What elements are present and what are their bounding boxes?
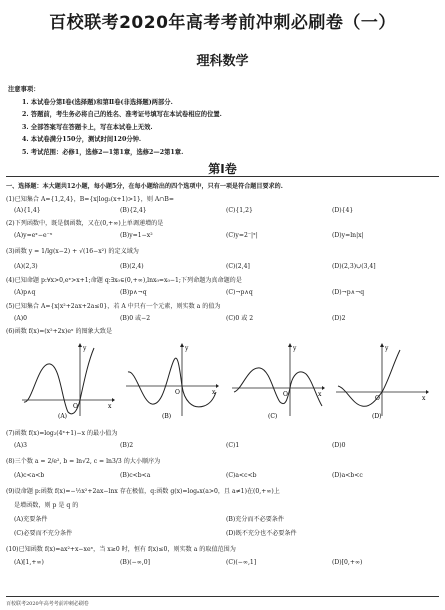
- origin-label: O: [375, 395, 380, 402]
- q1-option-a: (A){1,4}: [14, 207, 41, 214]
- notice-item: 2. 答题前，考生务必将自己的姓名、准考证号填写在本试卷相应的位置.: [22, 111, 222, 119]
- q5-option-d: (D)2: [332, 315, 346, 322]
- y-axis-label: y: [293, 345, 297, 352]
- q4-option-b: (B)p∧¬q: [120, 289, 147, 296]
- origin-label: O: [73, 403, 78, 410]
- q10-option-b: (B)(−∞,0]: [120, 559, 150, 566]
- question-6-stem: (6)函数 f(x)=(x²+2x)eˣ 的图象大致是: [6, 328, 113, 335]
- q4-option-a: (A)p∧q: [14, 289, 36, 296]
- q5-option-c: (C)0 或 2: [226, 315, 254, 322]
- notice-item: 1. 本试卷分第Ⅰ卷(选择题)和第Ⅱ卷(非选择题)两部分.: [22, 98, 173, 106]
- q7-option-c: (C)1: [226, 442, 240, 449]
- question-3-stem: (3)函数 y = 1/lg(x−2) + √(16−x²) 的定义域为: [6, 248, 139, 255]
- x-axis-label: x: [422, 395, 426, 402]
- q2-option-d: (D)y=ln|x|: [332, 232, 364, 239]
- graph-c-label: (C): [268, 413, 278, 420]
- question-7-stem: (7)函数 f(x)=log₂(4ˣ+1)−x 的最小值为: [6, 430, 118, 437]
- y-axis-label: y: [83, 345, 87, 352]
- q9-option-a: (A)充要条件: [14, 516, 48, 523]
- q10-option-d: (D)[0,+∞): [332, 559, 363, 566]
- part-one-title: 第Ⅰ卷: [208, 162, 237, 176]
- q1-option-c: (C){1,2}: [226, 207, 253, 214]
- question-1-stem: (1)已知集合 A={1,2,4}，B={x|log₂(x+1)>1}，则 A∩B=: [6, 196, 174, 203]
- q3-option-b: (B)(2,4): [120, 263, 144, 270]
- footer-divider: [6, 596, 439, 597]
- section-heading: 一、选择题：本大题共12小题，每小题5分，在每小题给出的四个选项中，只有一项是符合题目要求的.: [6, 183, 283, 190]
- divider: [6, 176, 439, 177]
- q10-option-a: (A)[1,+∞): [14, 559, 44, 566]
- q1-option-b: (B){2,4}: [120, 207, 147, 214]
- graph-b-label: (B): [162, 413, 172, 420]
- q7-option-b: (B)2: [120, 442, 134, 449]
- q8-option-a: (A)c<a<b: [14, 472, 45, 479]
- subject-title: 理科数学: [196, 54, 249, 69]
- q9-option-b: (B)充分而不必要条件: [226, 516, 284, 523]
- q8-option-b: (B)c<b<a: [120, 472, 151, 479]
- origin-label: O: [175, 389, 180, 396]
- page-footer: 百校联考2020年高考考前冲刺必刷卷: [6, 601, 89, 607]
- notice-item: 4. 本试卷满分150分，测试时间120分钟.: [22, 136, 142, 144]
- q3-option-a: (A)(2,3): [14, 263, 38, 270]
- question-10-stem: (10)已知函数 f(x)=ax²+x−xeˣ，当 x≥0 时，恒有 f(x)≤0，则实数 a 的取值范围为: [6, 546, 236, 553]
- q9-option-d: (D)既不充分也不必要条件: [226, 530, 297, 537]
- graph-d-label: (D): [372, 413, 382, 420]
- y-axis-label: y: [385, 345, 389, 352]
- question-9-stem: (9)设命题 p:函数 f(x)=−½x²+2ax−lnx 存在极值，q:函数 g(x)=logₐx(a>0，且 a≠1)在(0,+∞)上: [6, 488, 280, 495]
- exam-title: 百校联考2020年高考考前冲刺必刷卷（一）: [49, 13, 396, 33]
- q2-option-b: (B)y=1−x²: [120, 232, 153, 239]
- q8-option-c: (C)a<c<b: [226, 472, 257, 479]
- graph-a-label: (A): [58, 413, 68, 420]
- q10-option-c: (C)(−∞,1]: [226, 559, 257, 566]
- question-9-continuation: 是增函数，则 p 是 q 的: [14, 502, 79, 509]
- graph-a: [18, 342, 116, 420]
- q4-option-d: (D)¬p∧¬q: [332, 289, 365, 296]
- q9-option-c: (C)必要而不充分条件: [14, 530, 73, 537]
- q2-option-c: (C)y=2⁻|ˣ|: [226, 232, 258, 239]
- graph-b: [122, 342, 220, 420]
- x-axis-label: x: [108, 403, 112, 410]
- q3-option-d: (D)(2,3)∪(3,4]: [332, 263, 376, 270]
- q8-option-d: (D)a<b<c: [332, 472, 363, 479]
- x-axis-label: x: [212, 389, 216, 396]
- question-5-stem: (5)已知集合 A={x|x²+2ax+2a≤0}，若 A 中只有一个元素，则实数 a 的值为: [6, 303, 221, 310]
- graph-d: [332, 342, 430, 420]
- q7-option-d: (D)0: [332, 442, 346, 449]
- question-2-stem: (2)下列函数中，既是偶函数，又在(0,+∞)上单调递增的是: [6, 220, 164, 227]
- origin-label: O: [283, 391, 288, 398]
- notice-block: [8, 84, 438, 160]
- y-axis-label: y: [185, 345, 189, 352]
- q3-option-c: (C)(2,4]: [226, 263, 250, 270]
- question-4-stem: (4)已知命题 p:∀x>0,eˣ>x+1;命题 q:∃x₀∈(0,+∞),lnx₀=x₀−1;下列命题为真命题的是: [6, 277, 242, 284]
- x-axis-label: x: [318, 391, 322, 398]
- notice-item: 5. 考试范围：必修1，选修2—1第1章，选修2—2第1章.: [22, 148, 184, 156]
- q5-option-b: (B)0 或−2: [120, 315, 151, 322]
- q4-option-c: (C)¬p∧q: [226, 289, 253, 296]
- notice-item: 3. 全部答案写在答题卡上，写在本试卷上无效.: [22, 123, 153, 131]
- question-8-stem: (8)三个数 a = 2/e², b = ln√2, c = ln3/3 的大小顺序为: [6, 458, 161, 465]
- q5-option-a: (A)0: [14, 315, 28, 322]
- q2-option-a: (A)y=eˣ−e⁻ˣ: [14, 232, 53, 239]
- graph-c: [228, 342, 326, 420]
- q1-option-d: (D){4}: [332, 207, 354, 214]
- notice-heading: 注意事项：: [8, 86, 40, 93]
- q7-option-a: (A)3: [14, 442, 28, 449]
